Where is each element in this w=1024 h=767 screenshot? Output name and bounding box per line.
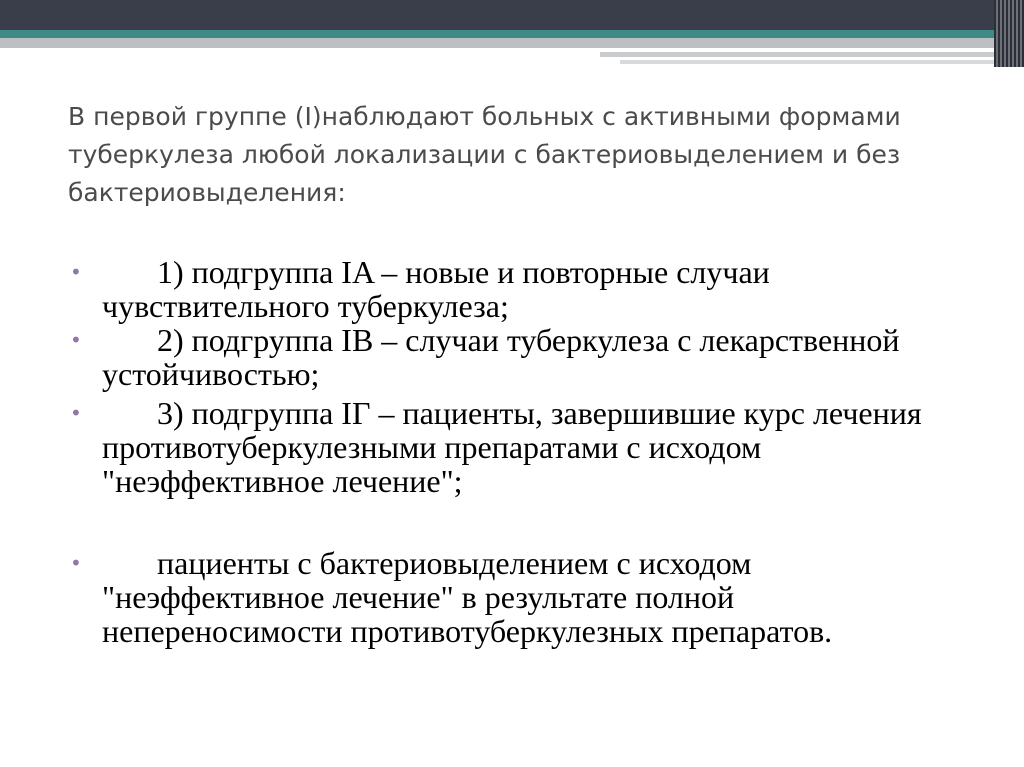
header-gray-stripe [0, 38, 1024, 48]
slide-title: В первой группе (I)наблюдают больных с активными формами туберкулеза любой локализации с бактериовыделением и без бактериовыделения: [68, 102, 901, 207]
bullet-icon: • [70, 401, 82, 425]
bullet-icon: • [70, 328, 82, 352]
list-item-text: 2) подгруппа IB – случаи туберкулеза с лекарственной устойчивостью; [102, 322, 900, 392]
list-item-text: пациенты с бактериовыделением с исходом "неэффективное лечение" в результате полной непереносимости противотуберкулезных препаратов. [102, 545, 833, 649]
list-item [70, 255, 950, 323]
bullet-icon: • [70, 260, 82, 284]
header-band [0, 0, 1024, 30]
list-item [70, 323, 950, 396]
bullet-icon: • [70, 551, 82, 575]
header-gray-stripe-thin [600, 52, 1024, 57]
list-item-text: 3) подгруппа IГ – пациенты, завершившие курс лечения противотуберкулезными препаратами с исходом "неэффективное лечение"; [102, 395, 922, 499]
header-gray-stripe-thinner [620, 60, 1024, 64]
list-item-text: 1) подгруппа IA – новые и повторные случаи чувствительного туберкулеза; [102, 254, 770, 324]
list-item [70, 546, 950, 648]
header-accent-stripe [0, 30, 1024, 38]
header-decorative-lines [994, 0, 1024, 67]
list-item [70, 396, 950, 546]
bullet-list [70, 255, 950, 648]
